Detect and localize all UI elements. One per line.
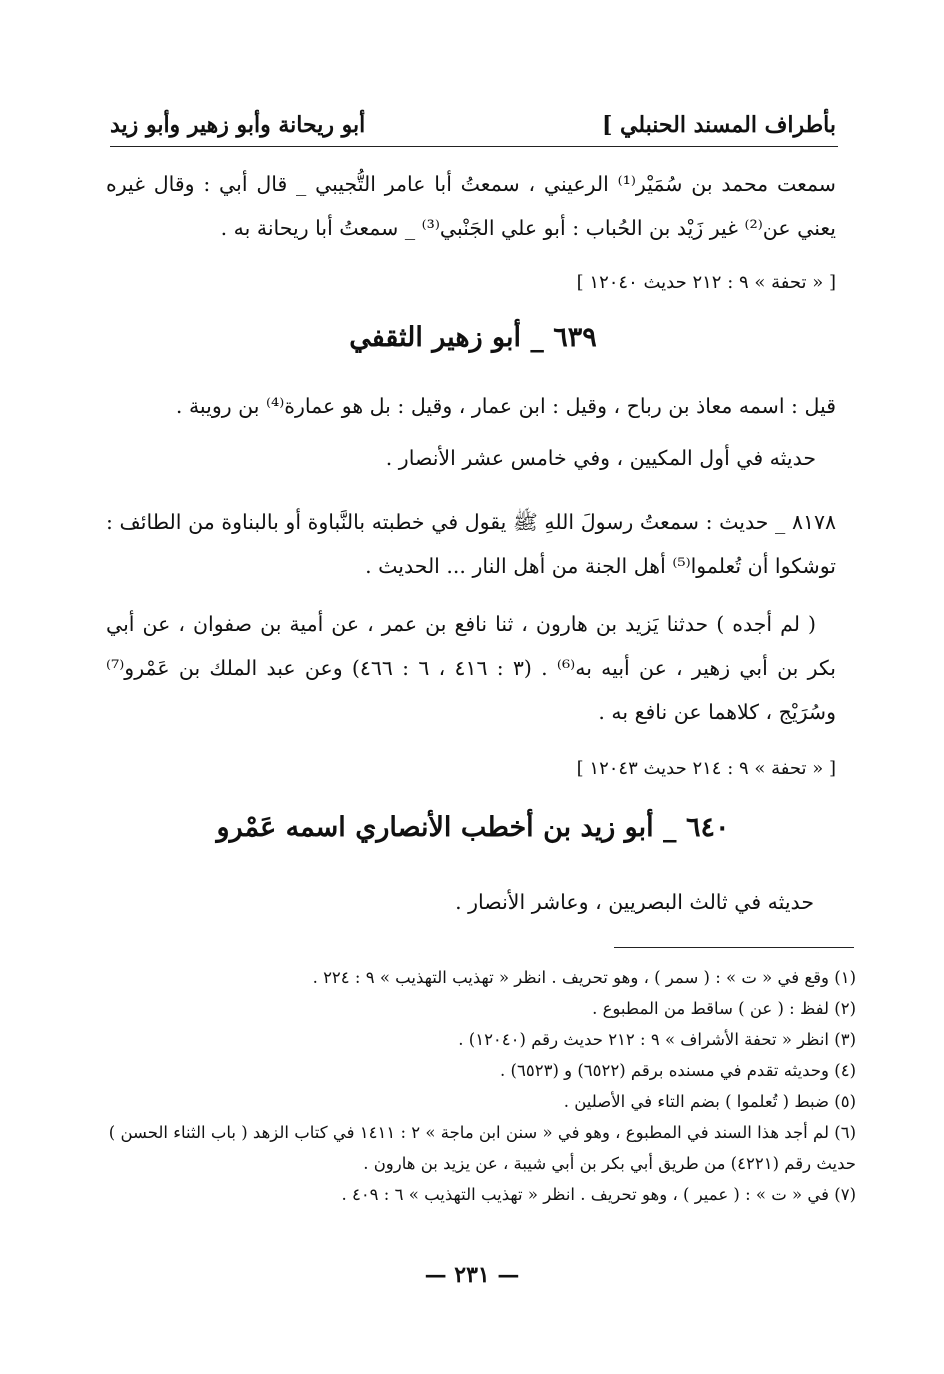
tuhfa-reference-2: [ « تحفة » ٩ : ٢١٤ حديث ١٢٠٤٣ ] <box>576 758 836 779</box>
footnote: (١) وقع في « ت » : ( سمر ) ، وهو تحريف . انظر « تهذيب التهذيب » ٩ : ٢٢٤ . <box>312 968 856 987</box>
footnote: (٤) وحديثه تقدم في مسنده برقم (٦٥٢٢) و (٦٥٢٣) . <box>500 1061 856 1080</box>
header-divider <box>110 146 838 147</box>
footnote: (٣) انظر « تحفة الأشراف » ٩ : ٢١٢ حديث رقم (١٢٠٤٠) . <box>458 1030 856 1049</box>
intro-abu-zuhair-name: قيل : اسمه معاذ بن رباح ، وقيل : ابن عمار ، وقيل : بل هو عمارة⁽⁴⁾ بن رويبة . <box>175 394 836 418</box>
footnote-divider <box>614 947 854 948</box>
running-header <box>110 104 836 144</box>
section-heading-639: ٦٣٩ _ أبو زهير الثقفي <box>349 322 597 353</box>
header-book-title: بأطراف المسند الحنبلي ] <box>601 112 836 138</box>
page-number: — ٢٣١ — <box>424 1262 520 1288</box>
isnad-abu-rayhana: سمعت محمد بن سُمَيْر⁽¹⁾ الرعيني ، سمعتُ أبا عامر التُّجيبي _ قال أبي : وقال غيره يعني عن⁽²⁾ غير زَيْد بن الحُباب : أبو علي الجَنْبي⁽³⁾ _ سمعتُ أبا ريحانة به . <box>106 172 836 240</box>
intro-abu-zuhair-location: حديثه في أول المكيين ، وفي خامس عشر الأنصار . <box>385 446 816 470</box>
header-section-title: أبو ريحانة وأبو زهير وأبو زيد <box>110 112 366 138</box>
tuhfa-reference-1: [ « تحفة » ٩ : ٢١٢ حديث ١٢٠٤٠ ] <box>576 272 836 293</box>
hadith-8178: ٨١٧٨ _ حديث : سمعتُ رسولَ اللهِ ﷺ يقول في خطبته بالنَّباوة أو بالبناوة من الطائف : توشكوا أن تُعلموا⁽⁵⁾ أهل الجنة من أهل النار ... الحديث . <box>106 510 836 578</box>
footnote: (٥) ضبط ( تُعلموا ) بضم التاء في الأصلين . <box>563 1092 856 1111</box>
footnote: (٦) لم أجد هذا السند في المطبوع ، وهو في « سنن ابن ماجة » ٢ : ١٤١١ في كتاب الزهد ( باب الثناء الحسن ) حديث رقم (٤٢٢١) من طريق أبي بكر بن أبي شيبة ، عن يزيد بن هارون . <box>108 1123 856 1173</box>
intro-abu-zayd: حديثه في ثالث البصريين ، وعاشر الأنصار . <box>455 890 814 914</box>
section-heading-640: ٦٤٠ _ أبو زيد بن أخطب الأنصاري اسمه عَمْرو <box>216 812 730 843</box>
intro-abu-zuhair <box>106 384 836 480</box>
isnad-8178: ( لم أجده ) حدثنا يَزيد بن هارون ، ثنا نافع بن عمر ، عن أمية بن صفوان ، عن أبي بكر بن أبي زهير ، عن أبيه به⁽⁶⁾ . (٣ : ٤١٦ ، ٦ : ٤٦٦) وعن عبد الملك بن عَمْرو⁽⁷⁾ وسُرَيْج ، كلاهما عن نافع به . <box>106 612 836 724</box>
footnote: (٧) في « ت » : ( عمير ) ، وهو تحريف . انظر « تهذيب التهذيب » ٦ : ٤٠٩ . <box>341 1185 856 1204</box>
footnotes <box>104 962 856 1210</box>
footnote: (٢) لفظ : ( عن ) ساقط من المطبوع . <box>592 999 856 1018</box>
